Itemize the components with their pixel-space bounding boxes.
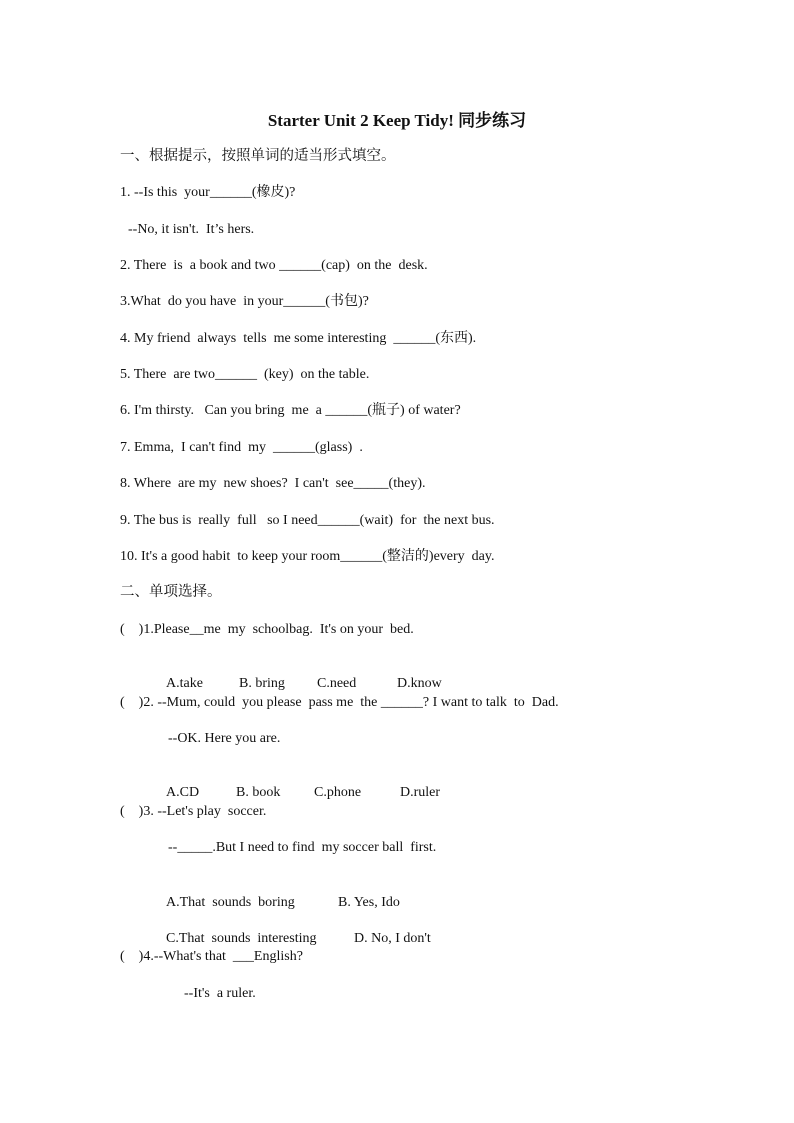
fill-item-10: 10. It's a good habit to keep your room______(整洁的)every day. bbox=[120, 549, 495, 564]
option-c: C.need bbox=[317, 676, 357, 691]
fill-item-4: 4. My friend always tells me some interesting ______(东西). bbox=[120, 331, 477, 346]
mc-question-4: ( )4.--What's that ___English? bbox=[120, 949, 303, 964]
fill-item-3: 3.What do you have in your______(书包)? bbox=[120, 294, 369, 309]
fill-item-7: 7. Emma, I can't find my ______(glass) . bbox=[120, 440, 363, 455]
option-a: A.That sounds boring bbox=[166, 895, 295, 910]
fill-item-1-reply: --No, it isn't. It’s hers. bbox=[128, 222, 255, 237]
option-b: B. bring bbox=[239, 676, 285, 691]
mc-question-4-reply: --It's a ruler. bbox=[184, 986, 256, 1001]
option-d: D.ruler bbox=[400, 785, 441, 800]
fill-item-6: 6. I'm thirsty. Can you bring me a ______(瓶子) of water? bbox=[120, 403, 461, 418]
option-d: D. No, I don't bbox=[354, 931, 431, 946]
fill-item-2: 2. There is a book and two ______(cap) on the desk. bbox=[120, 258, 428, 273]
fill-item-5: 5. There are two______ (key) on the table. bbox=[120, 367, 370, 382]
option-c: C.phone bbox=[314, 785, 362, 800]
option-b: B. book bbox=[236, 785, 281, 800]
mc-question-1: ( )1.Please__me my schoolbag. It's on your bed. bbox=[120, 622, 414, 637]
mc-question-2: ( )2. --Mum, could you please pass me the ______? I want to talk to Dad. bbox=[120, 695, 559, 710]
option-d: D.know bbox=[397, 676, 442, 691]
mc-question-3: ( )3. --Let's play soccer. bbox=[120, 804, 267, 819]
option-b: B. Yes, Ido bbox=[338, 895, 400, 910]
fill-item-9: 9. The bus is really full so I need______(wait) for the next bus. bbox=[120, 513, 495, 528]
option-c: C.That sounds interesting bbox=[166, 931, 317, 946]
section1-heading: 一、根据提示，按照单词的适当形式填空。 bbox=[120, 148, 396, 164]
option-a: A.take bbox=[166, 676, 203, 691]
section2-heading: 二、单项选择。 bbox=[120, 584, 222, 600]
option-a: A.CD bbox=[166, 785, 200, 800]
fill-item-1: 1. --Is this your______(橡皮)? bbox=[120, 185, 296, 200]
page-title: Starter Unit 2 Keep Tidy! 同步练习 bbox=[267, 111, 527, 130]
fill-item-8: 8. Where are my new shoes? I can't see_____(they). bbox=[120, 476, 426, 491]
mc-question-2-reply: --OK. Here you are. bbox=[168, 731, 281, 746]
mc-question-3-reply: --_____.But I need to find my soccer ball first. bbox=[168, 840, 437, 855]
